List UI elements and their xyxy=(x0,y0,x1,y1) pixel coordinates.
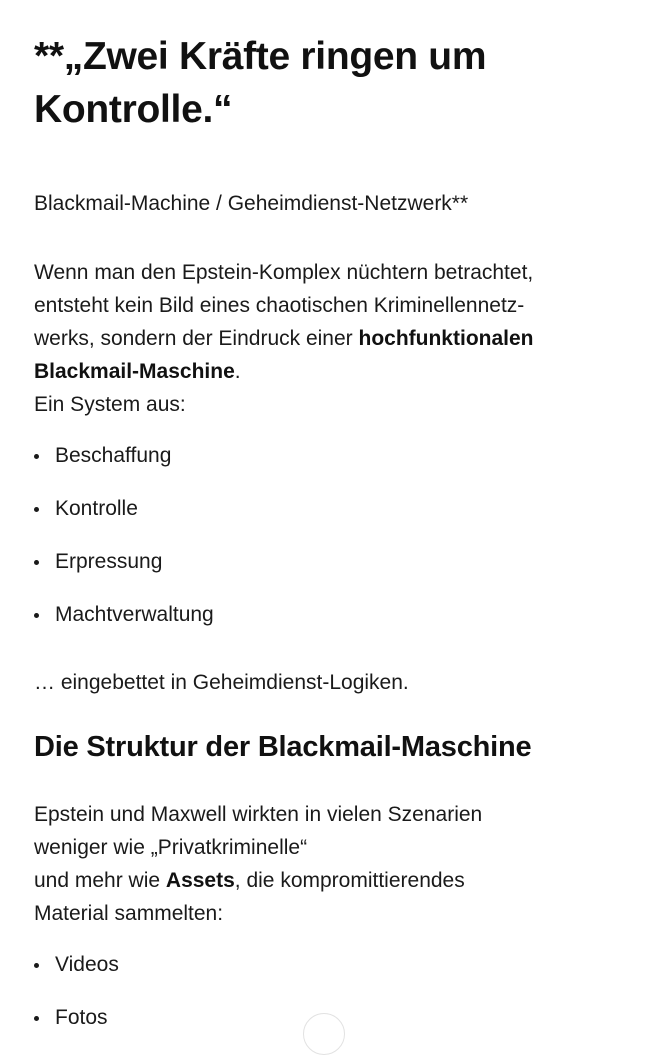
intro-line-3: werks, sondern der Eindruck einer xyxy=(34,327,359,350)
intro-line-1: Wenn man den Epstein-Komplex nüchtern betrachtet, xyxy=(34,261,534,284)
list-item-label: Videos xyxy=(55,953,119,976)
list-item-label: Erpressung xyxy=(55,550,163,573)
scroll-down-icon[interactable] xyxy=(303,1013,345,1055)
bullet-icon xyxy=(34,963,39,968)
system-list xyxy=(34,439,624,631)
bullet-icon xyxy=(34,560,39,565)
structure-line-3: und mehr wie xyxy=(34,869,166,892)
list-item xyxy=(34,948,624,981)
structure-line-4: Material sammelten: xyxy=(34,902,224,925)
intro-bold-phrase-1: hochfunktionalen xyxy=(358,327,534,350)
list-item xyxy=(34,492,624,525)
list-item xyxy=(34,439,624,472)
bullet-icon xyxy=(34,454,39,459)
intro-bold-phrase-2: Blackmail-Maschine xyxy=(34,360,235,383)
article-subtitle: Blackmail-Machine / Geheimdienst-Netzwerk** xyxy=(34,192,469,215)
intro-paragraph xyxy=(34,256,624,421)
list-item xyxy=(34,545,624,578)
intro-line-4-end: . xyxy=(234,360,241,383)
structure-bold-assets: Assets xyxy=(165,869,235,892)
list-item xyxy=(34,598,624,631)
list-item-label: Beschaffung xyxy=(55,444,172,467)
structure-paragraph xyxy=(34,798,624,930)
intro-line-5: Ein System aus: xyxy=(34,393,186,416)
list-item-label: Fotos xyxy=(55,1006,108,1029)
title-line-1: **„Zwei Kräfte ringen um xyxy=(34,35,487,78)
section-heading: Die Struktur der Blackmail-Maschine xyxy=(34,731,532,763)
structure-line-2: weniger wie „Privatkriminelle“ xyxy=(34,836,308,859)
intro-line-2: entsteht kein Bild eines chaotischen Kriminellennetz- xyxy=(34,294,525,317)
bullet-icon xyxy=(34,1016,39,1021)
after-list-text: … eingebettet in Geheimdienst-Logiken. xyxy=(34,671,409,694)
structure-line-1: Epstein und Maxwell wirkten in vielen Szenarien xyxy=(34,803,483,826)
structure-line-3-end: , die kompromittierendes xyxy=(234,869,465,892)
article xyxy=(34,0,624,1054)
title-line-2: Kontrolle.“ xyxy=(34,88,233,131)
bullet-icon xyxy=(34,613,39,618)
article-title xyxy=(34,30,624,136)
bullet-icon xyxy=(34,507,39,512)
list-item-label: Kontrolle xyxy=(55,497,138,520)
list-item-label: Machtverwaltung xyxy=(55,603,214,626)
